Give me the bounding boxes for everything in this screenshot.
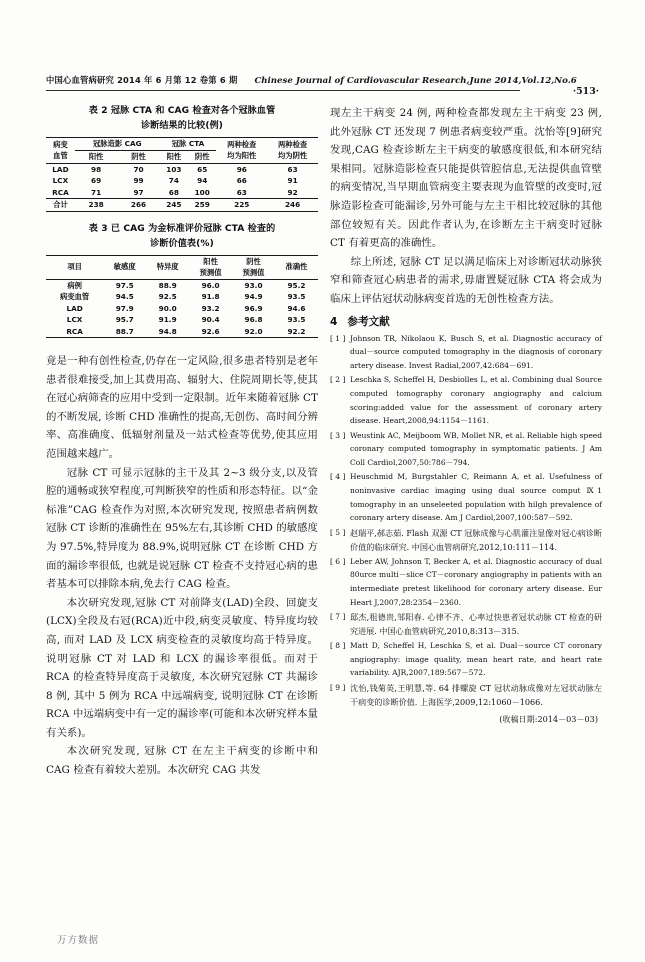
- reference-item: [330, 526, 602, 554]
- paragraph: 本次研究发现,冠脉 CT 对前降支(LAD)全段、回旋支(LCX)全段及右冠(RCA)近中段,病变灵敏度、特异度均较高, 而对 LAD 及 LCX 病变检查的灵敏度均高于特异度。说明冠脉 CT 对 LAD 和 LCX 的漏诊率很低。而对于 RCA 的检查特异度高于灵敏度, 本次研究冠脉 CT 共漏诊 8 例, 其中 5 例为 RCA 中远端病变, 说明冠脉 CT 在诊断 RCA 中远端病变中有一定的漏诊率(可能和本次研究样本量有关系)。: [46, 596, 318, 739]
- reference-text: Johnson TR, Nikolaou K, Busch S, et al. Diagnostic accuracy of dual－source computed tomography in the diagnosis of coronary artery disease. Invest Radial,2007,42:684－691.: [350, 333, 602, 370]
- cell: 63: [287, 164, 298, 174]
- cell: 91: [287, 176, 298, 185]
- cell: 100: [194, 187, 210, 197]
- journal-title-en: Chinese Journal of Cardiovascular Research,June 2014,Vol.12,No.6: [254, 76, 577, 86]
- cell: 96.0: [201, 280, 220, 290]
- reference-item: [330, 470, 602, 524]
- cell: 246: [284, 200, 301, 209]
- cell: 245: [166, 200, 182, 209]
- table-2-subheader-cta-positive: 阳性: [166, 152, 182, 161]
- reference-text: Matt D, Scheffel H, Leschka S, et al. Dual－source CT coronary angiography: image quality, mean heart rate, and heart rate variability. AJR,2007,189:567－572.: [350, 641, 602, 678]
- cell: 92.6: [201, 326, 220, 336]
- table-2-caption: [46, 104, 318, 134]
- table-2-subheader-cag-positive: 阳性: [88, 152, 104, 161]
- cell: 92.0: [244, 326, 263, 336]
- reference-text: 邸杰,租德贵,邹阳春. 心律不齐、心率过快患者冠状动脉 CT 检查的研究进展. 中国心血管病研究,2010,8:313－315.: [350, 612, 602, 637]
- reference-item: [330, 332, 602, 373]
- cell: 266: [130, 200, 147, 209]
- cell: 96.9: [244, 303, 263, 313]
- cell: 66: [236, 176, 247, 185]
- cell: 63: [236, 187, 247, 197]
- paragraph: 冠脉 CT 可显示冠脉的主干及其 2~3 级分支,以及管腔的通畅或狭窄程度,可判断狭窄的性质和形态特征。以“金标准”CAG 检查作为对照,本次研究发现, 按照患者病例数冠脉 CT 诊断的准确性在 95%左右,其诊断 CHD 的敏感度为 97.5%,特异度为 88.9%,说明冠脉 CT 在诊断 CHD 方面的漏诊率很低, 也就是说冠脉 CT 检查不支持冠心病的患者基本可以排除本病,免去行 CAG 检查。: [46, 466, 318, 591]
- table-2-col-header-both-positive: 两种检查 均为阳性: [227, 139, 257, 161]
- cell: 74: [168, 176, 179, 185]
- right-body-text: [330, 104, 602, 309]
- table-3-caption: [46, 222, 318, 252]
- table-3-col-header-ppv: 阳性 预测值: [199, 256, 222, 277]
- cell: 96: [236, 164, 247, 174]
- cell: 95.7: [115, 315, 134, 324]
- journal-title-cn: 中国心血管病研究 2014 年 6 月第 12 卷第 6 期: [46, 75, 238, 85]
- table-3-col-header-item: 项目: [67, 262, 82, 272]
- reference-marker: [ 7 ]: [330, 612, 346, 622]
- cell: 65: [197, 164, 208, 174]
- cell: 93.2: [201, 303, 220, 313]
- reference-marker: [ 2 ]: [330, 375, 346, 385]
- reference-marker: [ 5 ]: [330, 527, 346, 537]
- cell: 88.7: [115, 326, 134, 336]
- row-label: 病例: [67, 280, 82, 290]
- page-number: ·513·: [572, 86, 599, 97]
- cell: 93.5: [287, 315, 306, 324]
- cell: 70: [133, 164, 144, 174]
- reference-marker: [ 6 ]: [330, 556, 346, 566]
- reference-marker: [ 1 ]: [330, 333, 346, 343]
- cell: 88.9: [158, 280, 177, 290]
- paragraph: 竟是一种有创性检查,仍存在一定风险,很多患者特别是老年患者很难接受,加上其费用高、辐射大、住院周期长等,使其在冠心病筛查的应用中受到一定限制。近年来随着冠脉 CT 的不断发展, 诊断 CHD 准确性的提高,无创伤、高时间分辨率、高准确度、低辐射剂量及一站式检查等优势,使其应用范围越来越广。: [46, 355, 318, 460]
- table-row-total: [46, 199, 318, 212]
- table-3-header-row: [46, 255, 318, 279]
- table-3-col-header-specificity: 特异度: [156, 262, 179, 272]
- table-3: [46, 255, 318, 339]
- reference-list: [330, 332, 602, 709]
- table-2-col-header-vessel: 病变 血管: [53, 139, 68, 161]
- cell: 68: [168, 187, 179, 197]
- reference-text: Weustink AC, Meijboom WB, Mollet NR, et al. Reliable high speed coronary computed tomography in symptomatic patients. J Am Coll Cardiol,2007,50:786－794.: [350, 430, 602, 467]
- row-label: LCX: [52, 176, 69, 185]
- table-row: [46, 279, 318, 291]
- cell: 91.8: [201, 292, 220, 301]
- cell: 69: [91, 176, 102, 185]
- left-body-text: [46, 352, 318, 780]
- cell: 92.2: [287, 326, 306, 336]
- reference-item: [330, 681, 602, 709]
- cell: 99: [133, 176, 144, 185]
- reference-marker: [ 3 ]: [330, 430, 346, 440]
- table-2-block: [46, 104, 318, 212]
- table-2-caption-line1: 表 2 冠脉 CTA 和 CAG 检查对各个冠脉血管: [88, 106, 276, 116]
- table-3-col-header-accuracy: 准确性: [285, 262, 308, 272]
- cell: 94.9: [244, 292, 263, 301]
- cell: 90.4: [201, 315, 220, 324]
- reference-text: Leber AW, Johnson T, Becker A, et al. Diagnostic accuracy of dual 80urce multi－slice CT－coronary angiography in patients with an intermediate pretest likelihood for coronary artery disease. Eur Heart J,2007,28:2354－2360.: [350, 556, 602, 607]
- row-label: RCA: [52, 187, 69, 197]
- cell: 94.5: [115, 292, 134, 301]
- table-row: [46, 175, 318, 187]
- section-title: 参考文献: [347, 315, 390, 328]
- cell: 93.0: [244, 280, 263, 290]
- row-label: 病变血管: [60, 292, 90, 301]
- cell: 93.5: [287, 292, 306, 301]
- reference-text: Heuschmid M, Burgstahler C, Reimann A, et al. Usefulness of noninvasive cardiac imaging using dual source comput Ⅸ1 tomography in an unseleeted population with hilgh prevalence of coronary artery disease. Am J Cardiol,2007,100:587－592.: [350, 472, 602, 523]
- row-label: LAD: [66, 303, 83, 313]
- table-2-subheader-cag-negative: 阴性: [131, 152, 146, 161]
- table-row: [46, 163, 318, 175]
- reference-marker: [ 4 ]: [330, 472, 346, 482]
- paragraph: 本次研究发现, 冠脉 CT 在左主干病变的诊断中和 CAG 检查有着较大差别。本次研究 CAG 共发: [46, 745, 318, 777]
- table-2-col-header-both-negative: 两种检查 均为阴性: [277, 139, 308, 161]
- reference-item: [330, 610, 602, 638]
- table-2: [46, 137, 318, 212]
- right-column: [330, 104, 602, 725]
- table-3-block: [46, 222, 318, 339]
- cell: 91.9: [158, 315, 177, 324]
- row-label: RCA: [66, 326, 83, 336]
- cell: 238: [88, 200, 104, 209]
- table-3-caption-line2: 诊断价值表(%): [150, 238, 214, 249]
- row-label: 合计: [53, 200, 68, 209]
- paragraph: 综上所述, 冠脉 CT 足以满足临床上对诊断冠状动脉狭窄和筛查冠心病患者的需求,毋庸置疑冠脉 CTA 将会成为临床上评估冠状动脉病变首选的无创性检查方法。: [330, 255, 602, 305]
- reference-marker: [ 9 ]: [330, 683, 346, 692]
- reference-text: Leschka S, Scheffel H, Desbiolles L, et al. Combining dual Source computed tomography coronary angiography and calcium scoring:added value for the assessment of coronary artery disease. Heart,2008,94:1154－1161.: [350, 375, 602, 426]
- paragraph: 现左主干病变 24 例, 两种检查都发现左主干病变 23 例, 此外冠脉 CT 还发现 7 例患者病变较严重。沈怡等[9]研究发现,CAG 检查诊断左主干病变的敏感度很低,和本研究结果相同。冠脉造影检查只能提供管腔信息,无法提供血管壁的病变情况,当早期血管病变主要表现为血管壁的改变时,冠脉造影检查可能漏诊,另外可能与左主干相比较冠脉的其他部位较短有关。因此作者认为,在诊断左主干病变时冠脉 CT 有着更高的准确性。: [330, 107, 602, 250]
- header-divider: [46, 90, 520, 91]
- cell: 225: [234, 200, 250, 209]
- reference-marker: [ 8 ]: [330, 641, 346, 651]
- reference-item: [330, 639, 602, 680]
- reference-item: [330, 429, 602, 470]
- reference-text: 赵瑞平,郝志茹. Flash 双源 CT 冠脉成像与心肌灌注显像对冠心病诊断价值的临床研究. 中国心血管病研究,2012,10:111－114.: [350, 527, 602, 552]
- cell: 92.5: [158, 292, 177, 301]
- watermark-wanfang: 万方数据: [57, 935, 100, 946]
- reference-item: [330, 373, 602, 427]
- cell: 94.6: [287, 303, 306, 313]
- reference-text: 沈怡,钱菊英,王明慧,等. 64 排螺旋 CT 冠状动脉成像对左冠状动脉左干病变的诊断价值. 上海医学,2009,12:1060－1066.: [350, 683, 602, 707]
- section-heading-references: [330, 314, 602, 329]
- cell: 90.0: [158, 303, 177, 313]
- table-3-caption-line1: 表 3 已 CAG 为金标准评价冠脉 CTA 检查的: [88, 223, 276, 234]
- cell: 95.2: [287, 280, 306, 290]
- cell: 103: [166, 164, 182, 174]
- cell: 97: [133, 187, 144, 197]
- cell: 98: [91, 164, 102, 174]
- table-3-col-header-npv: 阴性 预测值: [242, 256, 265, 277]
- table-2-subheader-cta-negative: 阴性: [194, 152, 210, 161]
- left-column: [46, 104, 318, 780]
- table-row: [46, 291, 318, 303]
- section-number: 4: [330, 315, 338, 328]
- table-3-col-header-sensitivity: 敏感度: [113, 262, 136, 272]
- table-row: [46, 303, 318, 315]
- table-row: [46, 326, 318, 338]
- table-2-caption-line2: 诊断结果的比较(例): [140, 121, 224, 131]
- received-date: (收稿日期:2014－03－03): [499, 714, 598, 724]
- cell: 259: [194, 200, 210, 209]
- cell: 92: [287, 187, 298, 197]
- cell: 97.9: [115, 303, 134, 313]
- reference-item: [330, 555, 602, 609]
- table-row: [46, 187, 318, 199]
- cell: 94.8: [158, 326, 177, 336]
- row-label: LCX: [66, 315, 83, 324]
- cell: 71: [91, 187, 102, 197]
- cell: 94: [197, 176, 208, 185]
- cell: 96.8: [244, 315, 263, 324]
- table-row: [46, 314, 318, 326]
- table-2-group-header-cta: 冠脉 CTA: [160, 138, 217, 151]
- cell: 97.5: [115, 280, 134, 290]
- table-2-header-row-1: [46, 138, 318, 151]
- running-head: [46, 74, 599, 97]
- table-2-group-header-cag: 冠脉造影 CAG: [75, 138, 160, 151]
- row-label: LAD: [52, 164, 69, 174]
